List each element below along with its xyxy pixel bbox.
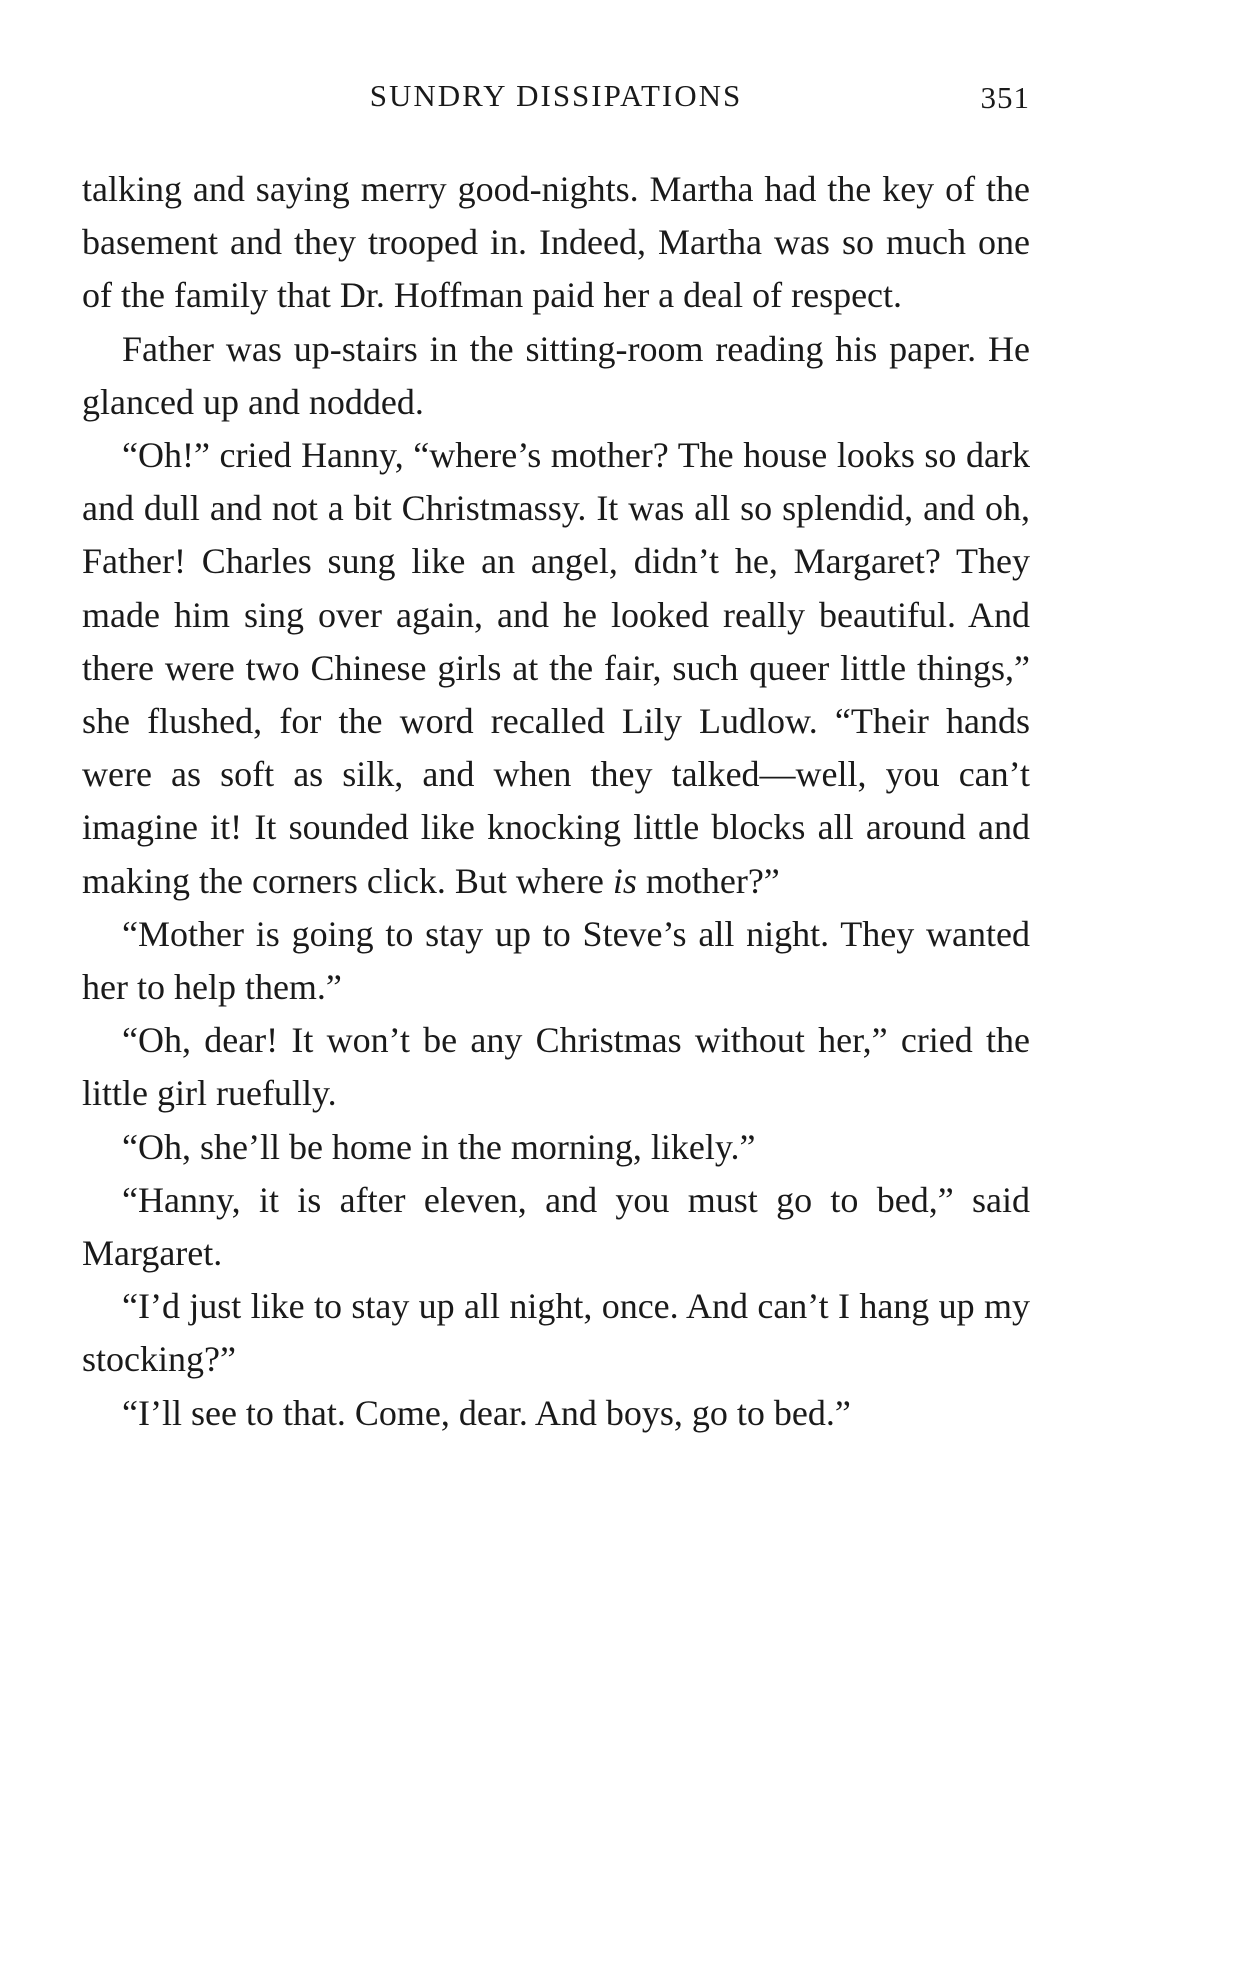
body-text bbox=[82, 163, 1030, 1440]
paragraph-4: “Mother is going to stay up to Steve’s all night. They wanted her to help them.” bbox=[82, 913, 1030, 1008]
running-title: SUNDRY DISSIPATIONS bbox=[369, 78, 743, 113]
italic-word: is bbox=[612, 860, 637, 901]
paragraph-1: talking and saying merry good-nights. Martha had the key of the basement and they trooped in. Indeed, Martha was so much one of the family that Dr. Hoffman paid her a deal of respect. bbox=[82, 169, 1030, 316]
page-number: 351 bbox=[980, 80, 1030, 115]
paragraph-2: Father was up-stairs in the sitting-room reading his paper. He glanced up and nodded. bbox=[82, 328, 1030, 422]
running-head bbox=[82, 78, 1030, 118]
paragraph-3-end: mother?” bbox=[636, 860, 780, 901]
paragraph-8: “I’d just like to stay up all night, once. And can’t I hang up my stocking?” bbox=[82, 1286, 1030, 1380]
paragraph-6: “Oh, she’ll be home in the morning, likely.” bbox=[122, 1126, 756, 1167]
paragraph-5: “Oh, dear! It won’t be any Christmas without her,” cried the little girl ruefully. bbox=[82, 1020, 1030, 1114]
paragraph-7: “Hanny, it is after eleven, and you must go to bed,” said Margaret. bbox=[82, 1179, 1030, 1274]
paragraph-3 bbox=[82, 429, 1030, 908]
paragraph-9: “I’ll see to that. Come, dear. And boys, go to bed.” bbox=[122, 1392, 851, 1433]
paragraph-3-text: “Oh!” cried Hanny, “where’s mother? The house looks so dark and dull and not a bit Christmassy. It was all so splendid, and oh, Father! Charles sung like an angel, didn’t he, Margaret? They made him sing over again, and he looked really beautiful. And there were two Chinese girls at the fair, such queer little things,” she flushed, for the word recalled Lily Ludlow. “Their hands were as soft as silk, and when they talked—well, you can’t imagine it! It sounded like knocking little blocks all around and making the corners click. But where bbox=[82, 435, 1030, 901]
